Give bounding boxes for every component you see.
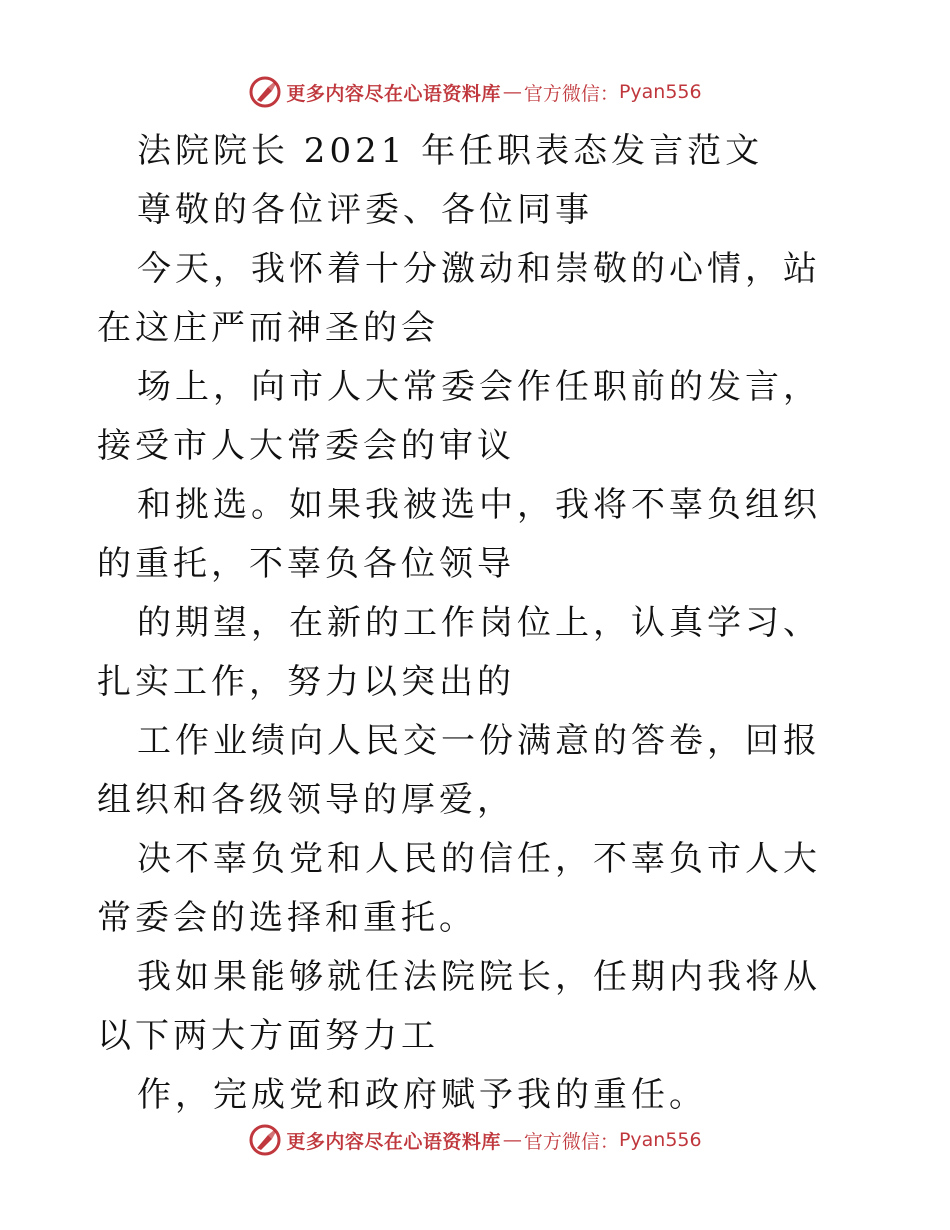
- paragraph: 决不辜负党和人民的信任，不辜负市人大常委会的选择和重托。: [97, 839, 821, 938]
- watermark-separator: —: [502, 1129, 522, 1151]
- watermark-contact-id: Pyan556: [618, 81, 702, 103]
- watermark-contact-label: 官方微信：: [523, 82, 619, 105]
- paragraph: 我如果能够就任法院院长，任期内我将从以下两大方面努力工: [97, 957, 821, 1056]
- paragraph: 工作业绩向人民交一份满意的答卷，回报组织和各级领导的厚爱，: [97, 721, 821, 820]
- pen-nib-logo-icon: [248, 75, 282, 109]
- paragraph: 场上，向市人大常委会作任职前的发言，接受市人大常委会的审议: [97, 367, 821, 466]
- watermark-brand-text: 更多内容尽在心语资料库: [286, 82, 501, 105]
- footer-watermark: [0, 1120, 950, 1160]
- pen-nib-logo-icon: [248, 1123, 282, 1157]
- watermark-contact-id: Pyan556: [618, 1129, 702, 1151]
- paragraph: 作，完成党和政府赋予我的重任。: [137, 1075, 707, 1115]
- paragraph: 尊敬的各位评委、各位同事: [137, 190, 593, 230]
- document-title: 法院院长 2021 年任职表态发言范文: [137, 131, 764, 171]
- header-watermark: [0, 72, 950, 112]
- paragraph: 今天，我怀着十分激动和崇敬的心情，站在这庄严而神圣的会: [97, 249, 821, 348]
- watermark-contact-label: 官方微信：: [523, 1130, 619, 1153]
- document-body: [97, 122, 857, 1125]
- paragraph: 的期望，在新的工作岗位上，认真学习、扎实工作，努力以突出的: [97, 603, 821, 702]
- paragraph: 和挑选。如果我被选中，我将不辜负组织的重托，不辜负各位领导: [97, 485, 821, 584]
- watermark-brand-text: 更多内容尽在心语资料库: [286, 1130, 501, 1153]
- watermark-separator: —: [502, 81, 522, 103]
